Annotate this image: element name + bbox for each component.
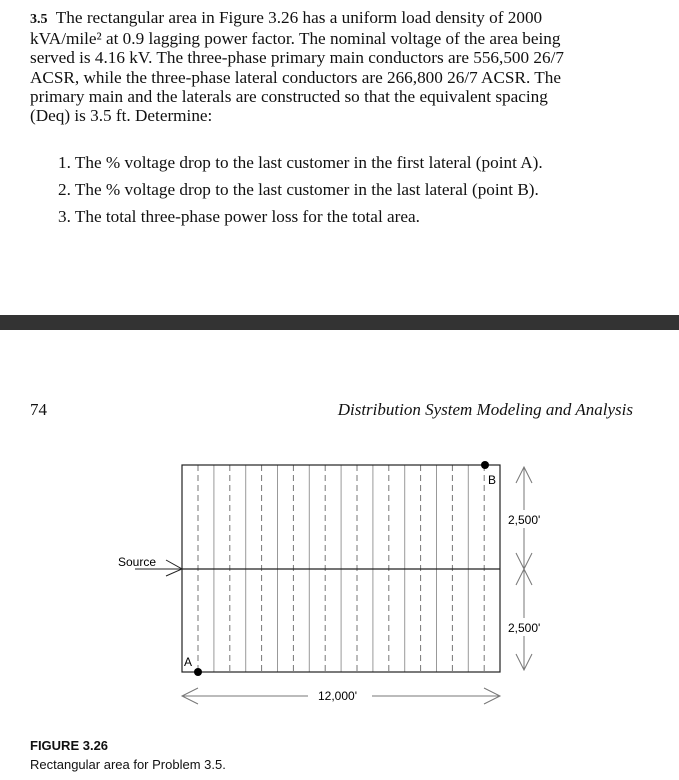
text-line: served is 4.16 kV. The three-phase primary main conductors are 556,500 26/7 [30,48,564,68]
text-line: (Deq) is 3.5 ft. Determine: [30,106,213,126]
point-a-label: A [184,655,193,669]
point-a-dot [194,668,202,676]
height-top-label: 2,500' [508,513,541,527]
page-number: 74 [30,400,47,419]
list-item: 1. The % voltage drop to the last customer in the first lateral (point A). [58,153,543,172]
figure-caption-text: Rectangular area for Problem 3.5. [30,757,226,772]
source-label: Source [118,555,157,569]
height-bottom-label: 2,500' [508,621,541,635]
problem-number: 3.5 [30,12,48,27]
point-b-label: B [488,473,497,487]
list-item: 3. The total three-phase power loss for the total area. [58,207,420,226]
text-line: kVA/mile² at 0.9 lagging power factor. The nominal voltage of the area being [30,29,561,49]
height-dimension [516,467,532,670]
source-arrow [166,560,182,576]
text-line: The rectangular area in Figure 3.26 has a uniform load density of 2000 [55,8,543,27]
width-label: 12,000' [318,689,357,703]
list-item: 2. The % voltage drop to the last customer in the last lateral (point B). [58,180,539,199]
figure-caption-label: FIGURE 3.26 [30,738,109,753]
text-line: primary main and the laterals are constructed so that the equivalent spacing [30,86,548,106]
text-line: ACSR, while the three-phase lateral conductors are 266,800 26/7 ACSR. The [30,67,561,87]
point-b-dot [481,461,489,469]
running-title: Distribution System Modeling and Analysis [337,400,633,419]
